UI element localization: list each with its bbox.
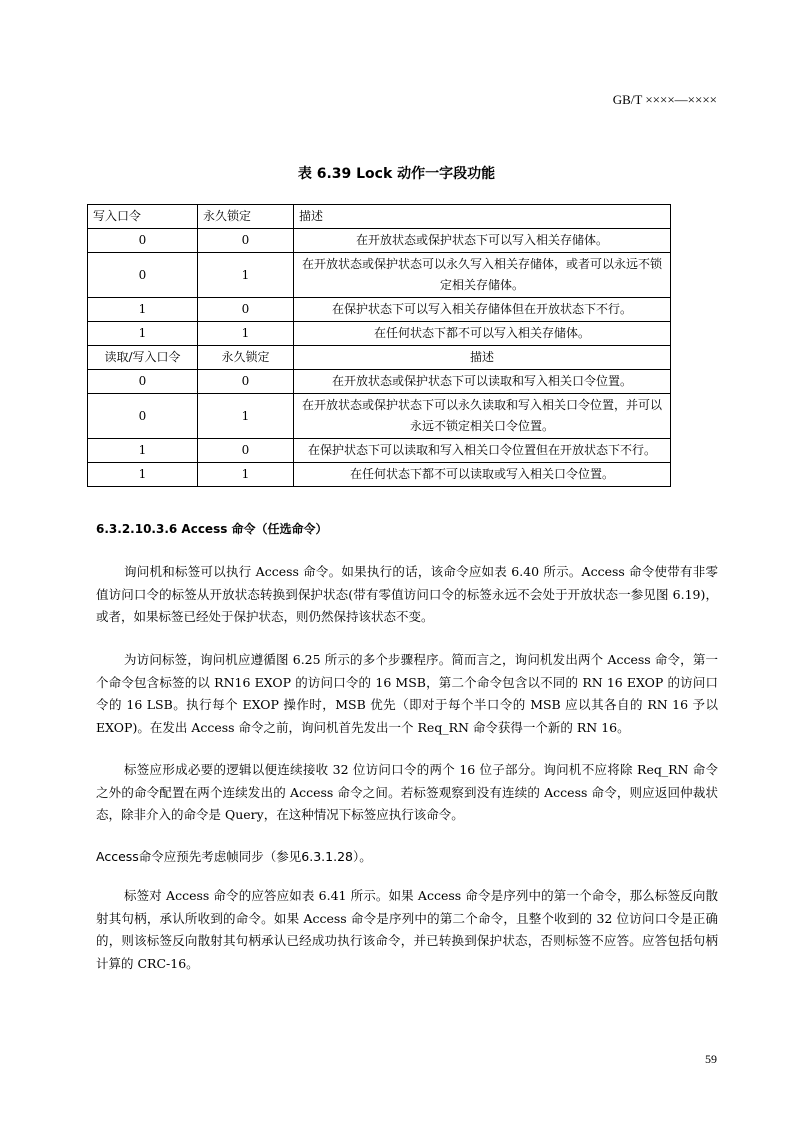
table-cell: 在保护状态下可以读取和写入相关口令位置但在开放状态下不行。 — [294, 439, 671, 463]
table-row — [88, 463, 671, 487]
table-cell: 1 — [88, 322, 198, 346]
header-cell: 描述 — [294, 205, 671, 229]
table-cell: 1 — [88, 298, 198, 322]
table-header-row — [88, 205, 671, 229]
table-row — [88, 322, 671, 346]
table-cell: 0 — [198, 439, 294, 463]
table-row — [88, 370, 671, 394]
table-row — [88, 439, 671, 463]
header-cell: 写入口令 — [88, 205, 198, 229]
table-cell: 在开放状态或保护状态下可以读取和写入相关口令位置。 — [294, 370, 671, 394]
header-cell: 读取/写入口令 — [88, 346, 198, 370]
table-row — [88, 298, 671, 322]
paragraph: 标签对 Access 命令的应答应如表 6.41 所示。如果 Access 命令是序列中的第一个命令，那么标签反向散射其句柄，承认所收到的命令。如果 Access 命令是序列中的第二个命令，且整个收到的 32 位访问口令是正确的，则该标签反向散射其句柄承认已经成功执行该命令，并已转换到保护状态，否则标签不应答。应答包括句柄计算的 CRC-16。 — [96, 888, 718, 971]
header-cell: 描述 — [294, 346, 671, 370]
table-cell: 0 — [198, 298, 294, 322]
table-cell: 在开放状态或保护状态下可以永久读取和写入相关口令位置，并可以永远不锁定相关口令位置。 — [294, 394, 671, 439]
table-cell: 1 — [88, 463, 198, 487]
paragraph: Access命令应预先考虑帧同步（参见6.3.1.28）。 — [96, 849, 372, 864]
table-cell: 1 — [198, 322, 294, 346]
table-cell: 在任何状态下都不可以写入相关存储体。 — [294, 322, 671, 346]
table-cell: 在保护状态下可以写入相关存储体但在开放状态下不行。 — [294, 298, 671, 322]
table-title: 表 6.39 Lock 动作一字段功能 — [297, 166, 496, 182]
table-cell: 0 — [198, 229, 294, 253]
document-code: GB/T ××××—×××× — [612, 92, 717, 107]
table-cell: 1 — [198, 253, 294, 298]
paragraph: 询问机和标签可以执行 Access 命令。如果执行的话，该命令应如表 6.40 所示。Access 命令使带有非零值访问口令的标签从开放状态转换到保护状态(带有零值访问口令的标签永远不会处于开放状态一参见图 6.19)，或者，如果标签已经处于保护状态，则仍然保持该状态不变。 — [96, 564, 718, 624]
table-cell: 0 — [88, 229, 198, 253]
table-header-row — [88, 346, 671, 370]
table-row — [88, 394, 671, 439]
table-cell: 0 — [198, 370, 294, 394]
table-cell: 1 — [198, 394, 294, 439]
paragraph: 为访问标签，询问机应遵循图 6.25 所示的多个步骤程序。简而言之，询问机发出两个 Access 命令，第一个命令包含标签的以 RN16 EXOP 的访问口令的 16 MSB，第二个命令包含以不同的 RN 16 EXOP 的访问口令的 16 LSB。执行每个 EXOP 操作时，MSB 优先（即对于每个半口令的 MSB 应以其各自的 RN 16 予以 EXOP)。在发出 Access 命令之前，询问机首先发出一个 Req_RN 命令获得一个新的 RN 16。 — [96, 652, 718, 735]
table-cell: 在任何状态下都不可以读取或写入相关口令位置。 — [294, 463, 671, 487]
table-row — [88, 229, 671, 253]
paragraph: 标签应形成必要的逻辑以便连续接收 32 位访问口令的两个 16 位子部分。询问机不应将除 Req_RN 命令之外的命令配置在两个连续发出的 Access 命令之间。若标签观察到没有连续的 Access 命令，则应返回仲裁状态，除非介入的命令是 Query，在这种情况下标签应执行该命令。 — [96, 762, 718, 822]
header-cell: 永久锁定 — [198, 346, 294, 370]
table-cell: 在开放状态或保护状态下可以写入相关存储体。 — [294, 229, 671, 253]
table-row — [88, 253, 671, 298]
header-cell: 永久锁定 — [198, 205, 294, 229]
table-cell: 1 — [88, 439, 198, 463]
table-cell: 0 — [88, 370, 198, 394]
section-heading: 6.3.2.10.3.6 Access 命令（任选命令） — [96, 522, 328, 536]
table-cell: 1 — [198, 463, 294, 487]
lock-action-table — [87, 204, 671, 487]
table-cell: 0 — [88, 394, 198, 439]
table-cell: 0 — [88, 253, 198, 298]
page-number: 59 — [705, 1052, 717, 1066]
table-cell: 在开放状态或保护状态可以永久写入相关存储体，或者可以永远不锁定相关存储体。 — [294, 253, 671, 298]
